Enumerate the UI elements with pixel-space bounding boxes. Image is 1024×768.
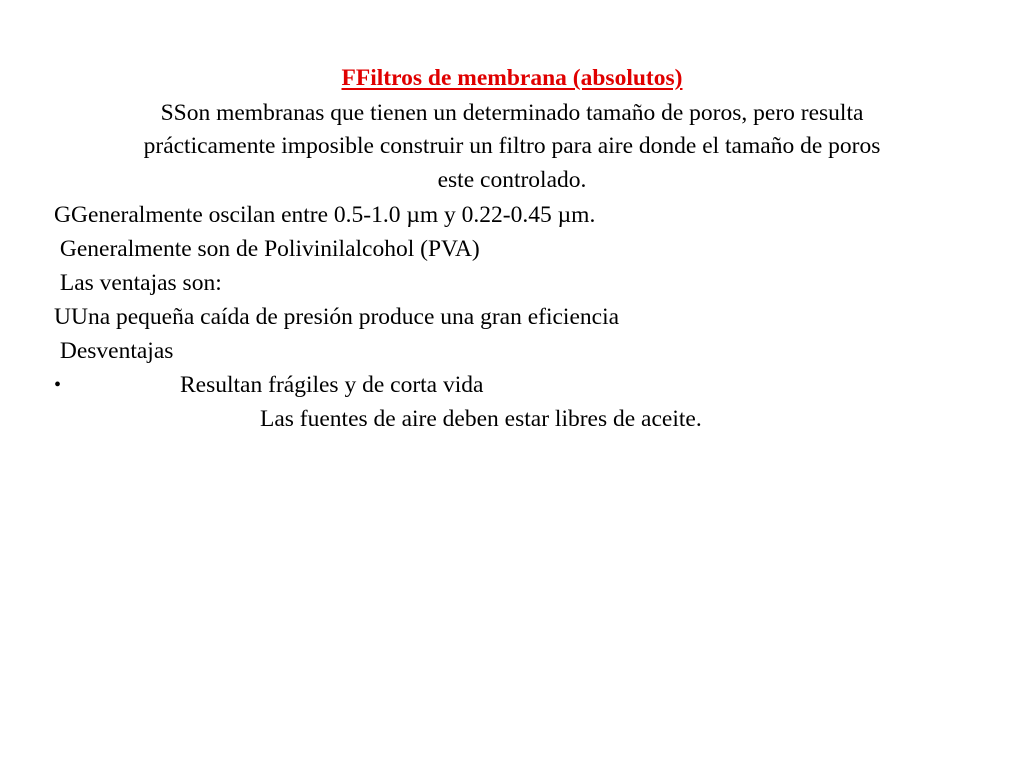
bullet-icon: •: [54, 374, 62, 396]
advantage-item: UUna pequeña caída de presión produce una gran eficiencia: [54, 304, 620, 330]
pore-size-range-line: GGeneralmente oscilan entre 0.5-1.0 µm y 0.22-0.45 µm.: [54, 202, 596, 228]
advantages-heading: Las ventajas son:: [54, 270, 222, 296]
intro-line-2: prácticamente imposible construir un filtro para aire donde el tamaño de poros: [143, 133, 881, 159]
intro-line-3: este controlado.: [437, 167, 587, 193]
disadvantage-item-2: Las fuentes de aire deben estar libres de aceite.: [260, 406, 702, 432]
disadvantage-item-1: Resultan frágiles y de corta vida: [180, 372, 484, 398]
intro-line-1: SSon membranas que tienen un determinado tamaño de poros, pero resulta: [160, 100, 864, 126]
disadvantages-heading: Desventajas: [54, 338, 174, 364]
material-line: Generalmente son de Polivinilalcohol (PVA): [54, 236, 480, 262]
slide-title: FFiltros de membrana (absolutos): [341, 65, 683, 91]
